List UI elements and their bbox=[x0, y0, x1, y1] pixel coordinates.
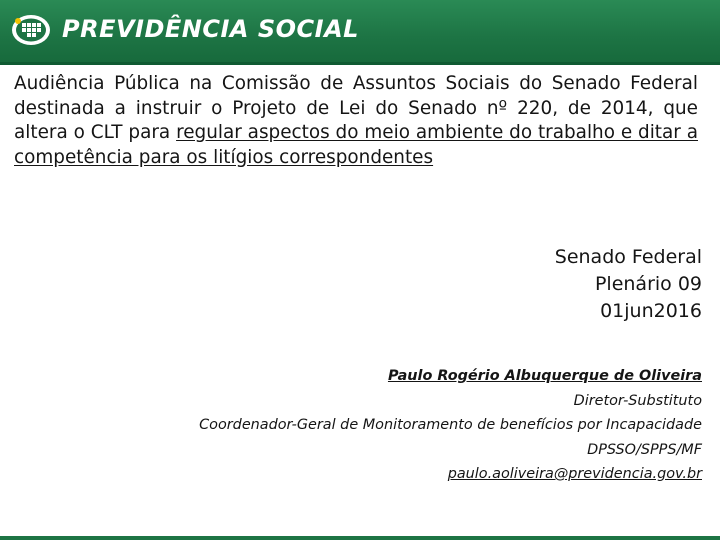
author-role: Diretor-Substituto bbox=[573, 392, 702, 409]
header-bar bbox=[0, 0, 720, 62]
title-underlined-text: regular aspectos do meio ambiente do trabalho e ditar a competência para os litígios correspondentes bbox=[14, 122, 698, 168]
previdencia-emblem-icon bbox=[10, 12, 52, 48]
event-location-block bbox=[555, 244, 702, 325]
title-text: Audiência Pública na Comissão de Assuntos Sociais do Senado Federal destinada a instruir o Projeto de Lei do Senado nº 220, de 2014, que altera o CLT para bbox=[14, 73, 698, 143]
brand-title: PREVIDÊNCIA SOCIAL bbox=[62, 15, 359, 43]
author-block bbox=[199, 364, 702, 487]
event-date: 01jun2016 bbox=[600, 300, 702, 322]
author-email-link[interactable]: paulo.aoliveira@previdencia.gov.br bbox=[447, 466, 702, 482]
location-room: Plenário 09 bbox=[594, 273, 702, 295]
author-position: Coordenador-Geral de Monitoramento de benefícios por Incapacidade bbox=[199, 417, 702, 433]
document-title bbox=[14, 72, 698, 170]
location-venue: Senado Federal bbox=[554, 246, 702, 268]
author-name: Paulo Rogério Albuquerque de Oliveira bbox=[387, 368, 702, 384]
author-unit: DPSSO/SPPS/MF bbox=[587, 441, 702, 458]
footer-line bbox=[0, 536, 720, 540]
header-divider bbox=[0, 62, 720, 65]
